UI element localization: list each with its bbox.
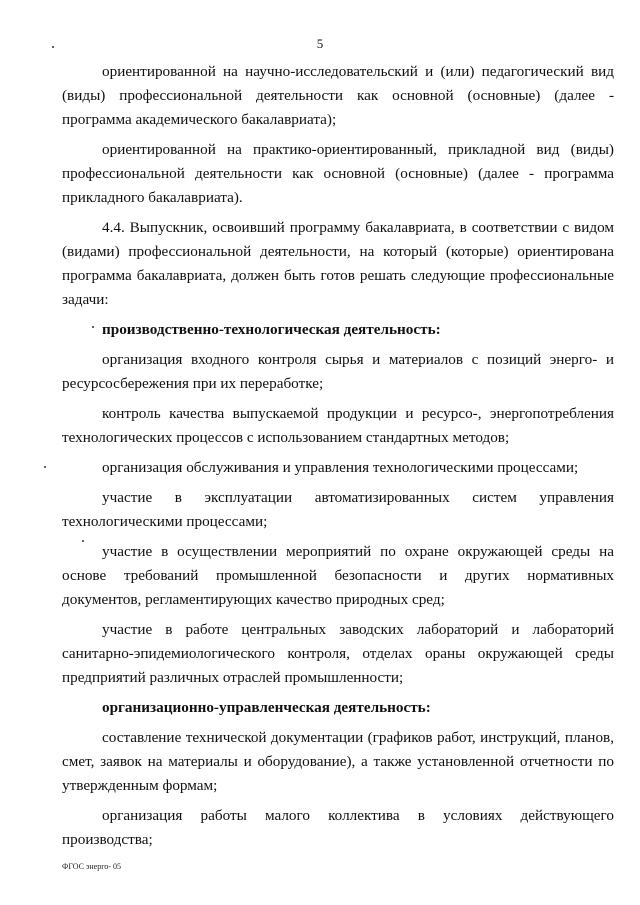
paragraph-academic-bachelor: ориентированной на научно-исследовательский и (или) педагогический вид (виды) профессиональной деятельности как основной (основные) (далее - программа академического бакалавриата); — [62, 63, 614, 128]
section-heading-production: производственно-технологическая деятельность: — [102, 321, 441, 338]
list-item: организация обслуживания и управления технологическими процессами; — [102, 459, 579, 476]
section-heading-management: организационно-управленческая деятельность: — [102, 699, 431, 716]
scan-speck — [52, 46, 54, 48]
list-item: участие в работе центральных заводских лабораторий и лабораторий санитарно-эпидемиологического контроля, отделах ораны окружающей среды предприятий различных отраслей промышленности; — [62, 621, 614, 686]
scan-speck — [44, 466, 46, 468]
list-item: составление технической документации (графиков работ, инструкций, планов, смет, заявок на материалы и оборудование), а также установленной отчетности по утвержденным формам; — [62, 729, 614, 794]
list-item: организация работы малого коллектива в условиях действующего производства; — [62, 807, 614, 848]
paragraph-applied-bachelor: ориентированной на практико-ориентированный, прикладной вид (виды) профессиональной деятельности как основной (основные) (далее - программа прикладного бакалавриата). — [62, 141, 614, 206]
list-item: организация входного контроля сырья и материалов с позиций энерго- и ресурсосбережения при их переработке; — [62, 351, 614, 392]
list-item: контроль качества выпускаемой продукции и ресурсо-, энергопотребления технологических процессов с использованием стандартных методов; — [62, 405, 614, 446]
list-item: участие в эксплуатации автоматизированных систем управления технологическими процессами; — [62, 489, 614, 530]
document-body — [62, 60, 614, 858]
paragraph-4-4: 4.4. Выпускник, освоивший программу бакалавриата, в соответствии с видом (видами) профессиональной деятельности, на который (которые) ориентирована программа бакалавриата, должен быть готов решать следующие профессиональные задачи: — [62, 219, 614, 308]
page-number: 5 — [316, 36, 324, 51]
footer-doc-code: ФГОС энерго- 05 — [62, 862, 121, 871]
list-item: участие в осуществлении мероприятий по охране окружающей среды на основе требований промышленной безопасности и других нормативных документов, регламентирующих качество природных сред; — [62, 543, 614, 608]
